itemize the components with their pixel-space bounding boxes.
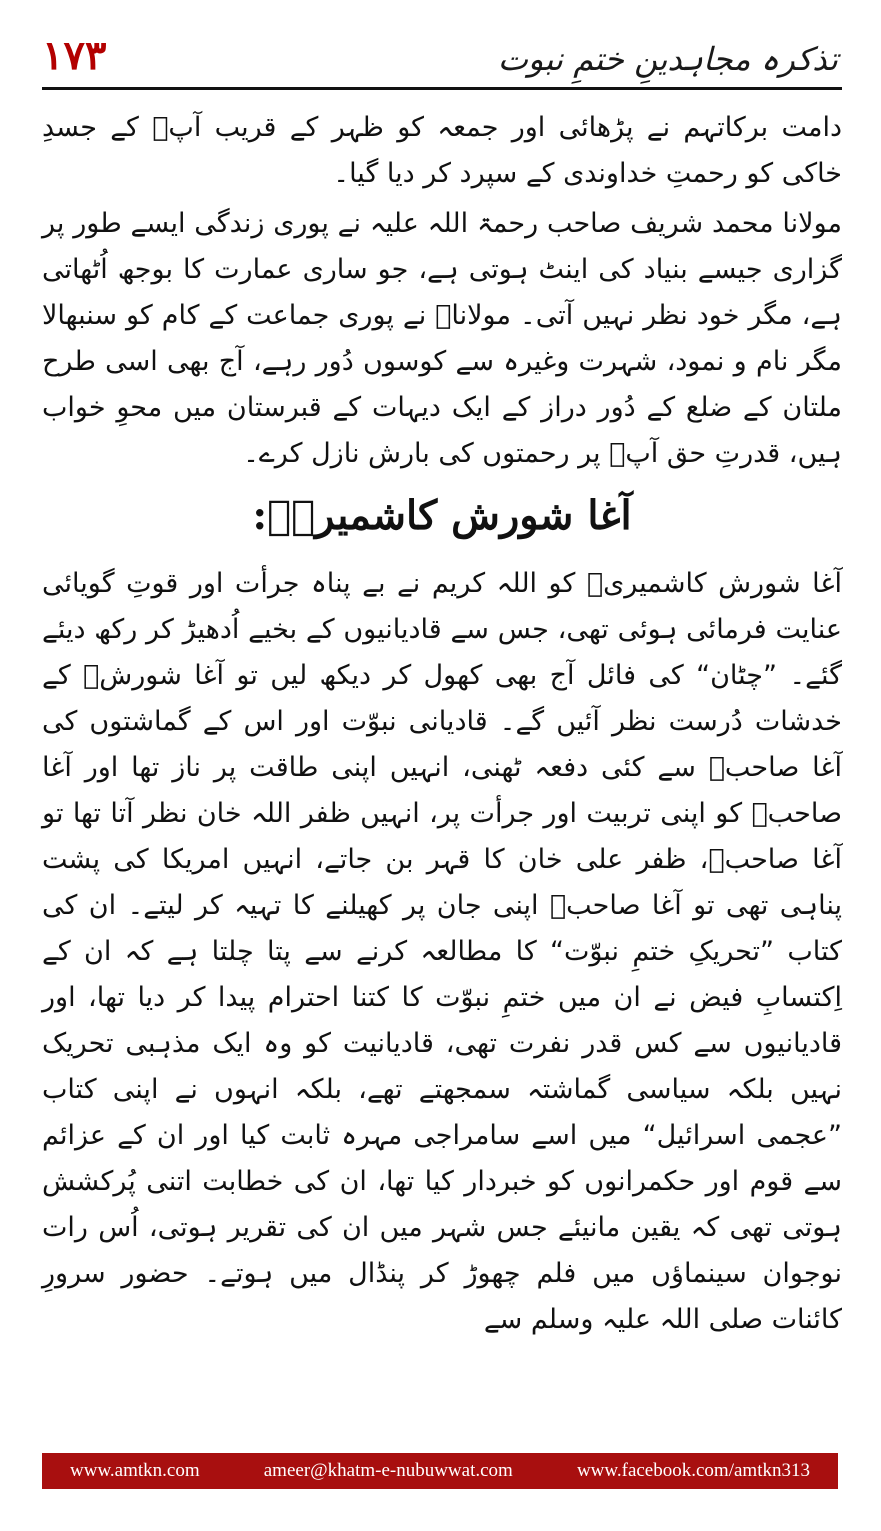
page-number: ۱۷۳ xyxy=(42,32,107,79)
section-heading: آغا شورش کاشمیریؒ: xyxy=(252,492,632,539)
book-title: تذکرہ مجاہدینِ ختمِ نبوت xyxy=(497,40,838,78)
header-divider xyxy=(42,87,842,90)
footer-email-link[interactable]: ameer@khatm-e-nubuwwat.com xyxy=(263,1460,513,1481)
footer-website-link[interactable]: www.amtkn.com xyxy=(70,1460,200,1481)
paragraph-2: مولانا محمد شریف صاحب رحمۃ اللہ علیہ نے پوری زندگی ایسے طور پر گزاری جیسے بنیاد کی اینٹ ہوتی ہے، جو ساری عمارت کا بوجھ اُٹھاتی ہے، مگر خود نظر نہیں آتی۔ مولاناؒ نے پوری جماعت کے کام کو سنبھالا مگر نام و نمود، شہرت وغیرہ سے کوسوں دُور رہے، آج بھی اسی طرح ملتان کے ضلع کے دُور دراز کے ایک دیہات کے قبرستان میں محوِ خواب ہیں، قدرتِ حق آپؒ پر رحمتوں کی بارش نازل کرے۔ xyxy=(42,208,842,469)
footer-facebook-link[interactable]: www.facebook.com/amtkn313 xyxy=(576,1460,810,1481)
page-body xyxy=(42,105,842,1347)
footer-bar xyxy=(42,1453,838,1489)
paragraph-3: آغا شورش کاشمیریؒ کو اللہ کریم نے بے پناہ جرأت اور قوتِ گویائی عنایت فرمائی ہوئی تھی، جس سے قادیانیوں کے بخیے اُدھیڑ کر رکھ دیئے گئے۔ ”چٹان“ کی فائل آج بھی کھول کر دیکھ لیں تو آغا شورشؒ کے خدشات دُرست نظر آئیں گے۔ قادیانی نبوّت اور اس کے گماشتوں کی آغا صاحبؒ سے کئی دفعہ ٹھنی، انہیں اپنی طاقت پر ناز تھا اور آغا صاحبؒ کو اپنی تربیت اور جرأت پر، انہیں ظفر اللہ خان نظر آتا تھا تو آغا صاحبؒ، ظفر علی خان کا قہر بن جاتے، انہیں امریکا کی پشت پناہی تھی تو آغا صاحبؒ اپنی جان پر کھیلنے کا تہیہ کر لیتے۔ ان کی کتاب ”تحریکِ ختمِ نبوّت“ کا مطالعہ کرنے سے پتا چلتا ہے کہ ان کے اِکتسابِ فیض نے ان میں ختمِ نبوّت کا کتنا احترام پیدا کر دیا تھا، اور قادیانیوں سے کس قدر نفرت تھی، قادیانیت کو وہ ایک مذہبی تحریک نہیں بلکہ سیاسی گماشتہ سمجھتے تھے، بلکہ انہوں نے اپنی کتاب ”عجمی اسرائیل“ میں اسے سامراجی مہرہ ثابت کیا اور ان کے عزائم سے قوم اور حکمرانوں کو خبردار کیا تھا، ان کی خطابت اتنی پُرکشش ہوتی تھی کہ یقین مانیئے جس شہر میں ان کی تقریر ہوتی، اُس رات نوجوان سینماؤں میں فلم چھوڑ کر پنڈال میں ہوتے۔ حضور سرورِ کائنات صلی اللہ علیہ وسلم سے xyxy=(42,568,842,1335)
paragraph-1: دامت برکاتہم نے پڑھائی اور جمعہ کو ظہر کے قریب آپؒ کے جسدِ خاکی کو رحمتِ خداوندی کے سپرد کر دیا گیا۔ xyxy=(42,112,842,189)
page-header xyxy=(42,28,842,90)
